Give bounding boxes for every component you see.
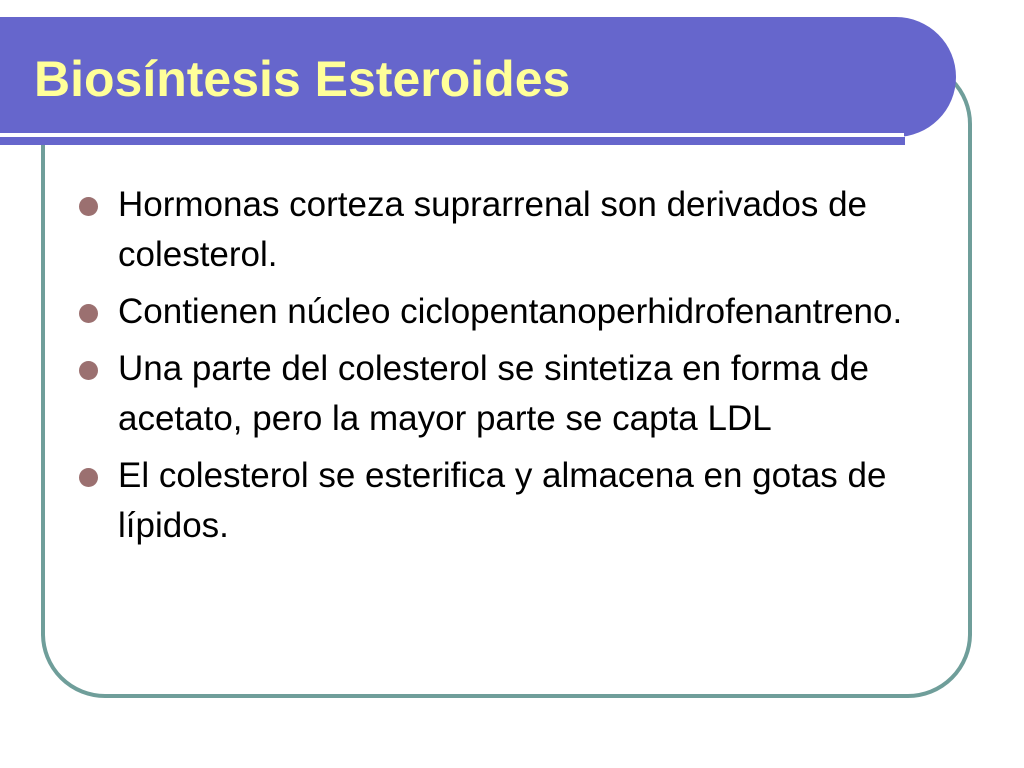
bullet-list: [77, 180, 957, 558]
bullet-item: [77, 180, 957, 280]
bullet-item: [77, 287, 957, 337]
bullet-text: Hormonas corteza suprarrenal son derivados de colesterol.: [118, 185, 867, 274]
bullet-item: [77, 344, 957, 444]
bullet-dot-icon: [79, 197, 98, 216]
bullet-item: [77, 451, 957, 551]
bullet-dot-icon: [79, 468, 98, 487]
bullet-dot-icon: [79, 304, 98, 323]
bullet-text: Una parte del colesterol se sintetiza en forma de acetato, pero la mayor parte se capta LDL: [118, 349, 869, 438]
bullet-text: El colesterol se esterifica y almacena en gotas de lípidos.: [118, 456, 887, 545]
slide-title: Biosíntesis Esteroides: [34, 51, 571, 107]
title-bar-lower-band: [0, 137, 905, 145]
bullet-dot-icon: [79, 361, 98, 380]
bullet-text: Contienen núcleo ciclopentanoperhidrofenantreno.: [118, 292, 903, 331]
